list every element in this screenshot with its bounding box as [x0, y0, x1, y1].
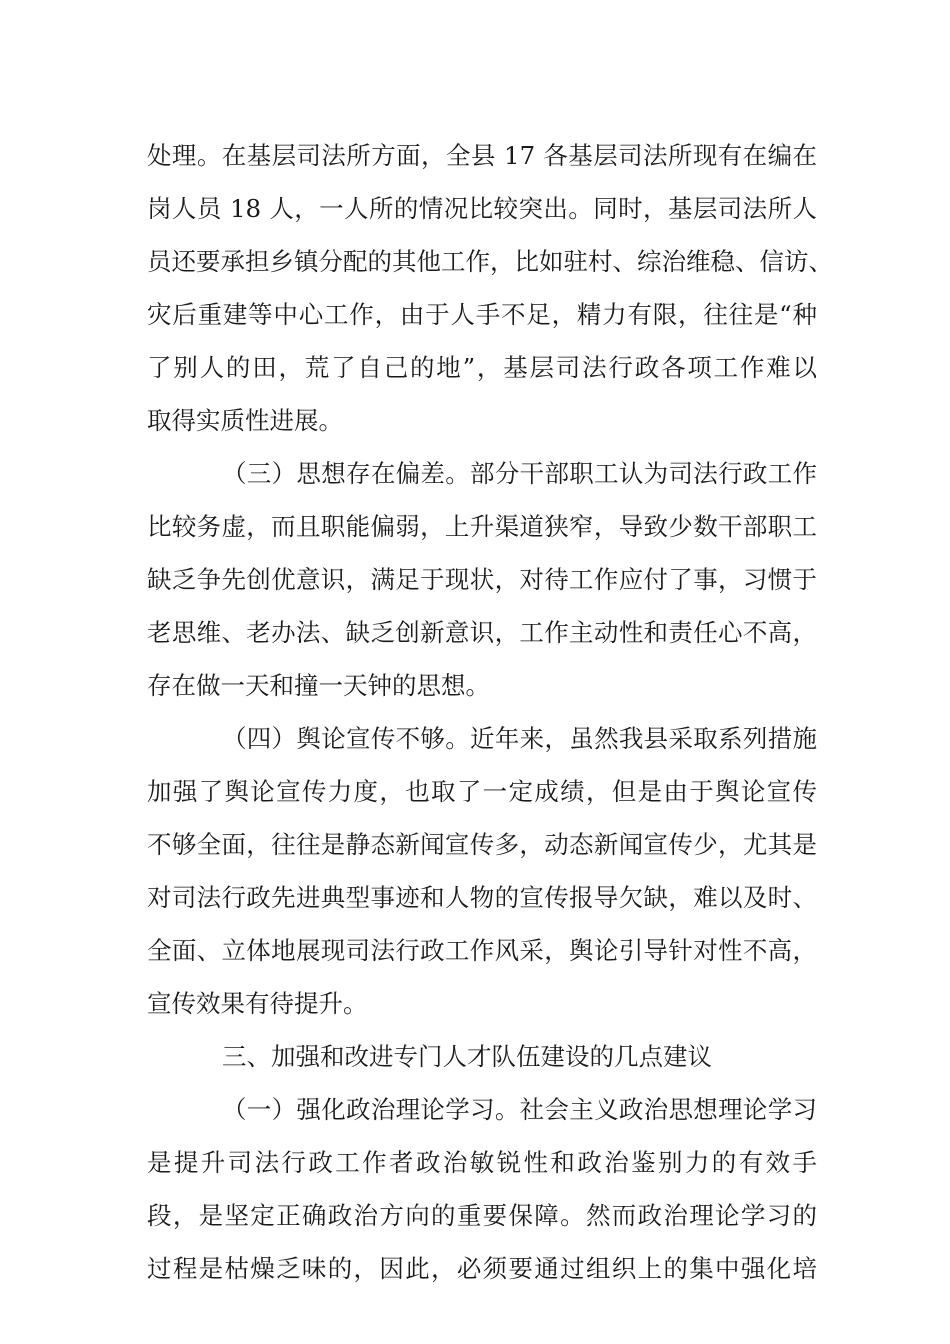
- text-line: 比较务虚，而且职能偏弱，上升渠道狭窄，导致少数干部职工: [147, 512, 817, 541]
- document-body: [147, 129, 833, 1295]
- text-line: 取得实质性进展。: [147, 406, 343, 435]
- text-line: 员还要承担乡镇分配的其他工作，比如驻村、综治维稳、信访、: [147, 247, 833, 276]
- text-line: 不够全面，往往是静态新闻宣传多，动态新闻宣传少，尤其是: [147, 830, 817, 859]
- text-line: 存在做一天和撞一天钟的思想。: [147, 671, 490, 700]
- text-line: 是提升司法行政工作者政治敏锐性和政治鉴别力的有效手: [147, 1148, 817, 1177]
- text-line: 处理。在基层司法所方面，全县 17 各基层司法所现有在编在: [147, 141, 817, 170]
- paragraph: [147, 712, 817, 1030]
- text-line: （一）强化政治理论学习。社会主义政治思想理论学习: [222, 1095, 817, 1124]
- text-line: 灾后重建等中心工作，由于人手不足，精力有限，往往是“种: [147, 300, 817, 329]
- text-line: 加强了舆论宣传力度，也取了一定成绩，但是由于舆论宣传: [147, 777, 817, 806]
- text-line: 宣传效果有待提升。: [147, 989, 368, 1018]
- text-line: 全面、立体地展现司法行政工作风采，舆论引导针对性不高，: [147, 936, 817, 965]
- text-line: 段，是坚定正确政治方向的重要保障。然而政治理论学习的: [147, 1201, 817, 1230]
- text-line: 对司法行政先进典型事迹和人物的宣传报导欠缺，难以及时、: [147, 883, 817, 912]
- text-line: 过程是枯燥乏味的，因此，必须要通过组织上的集中强化培: [147, 1254, 817, 1283]
- text-line: 了别人的田，荒了自己的地”，基层司法行政各项工作难以: [147, 353, 817, 382]
- text-line: （四）舆论宣传不够。近年来，虽然我县采取系列措施: [222, 724, 817, 753]
- paragraph: [147, 447, 817, 712]
- paragraph: [147, 129, 833, 447]
- text-line: 老思维、老办法、缺乏创新意识，工作主动性和责任心不高，: [147, 618, 817, 647]
- section-heading-text: 三、加强和改进专门人才队伍建设的几点建议: [222, 1042, 712, 1071]
- section-heading: [147, 1030, 817, 1083]
- text-line: （三）思想存在偏差。部分干部职工认为司法行政工作: [222, 459, 817, 488]
- text-line: 岗人员 18 人，一人所的情况比较突出。同时，基层司法所人: [147, 194, 817, 223]
- paragraph: [147, 1083, 817, 1295]
- text-line: 缺乏争先创优意识，满足于现状，对待工作应付了事，习惯于: [147, 565, 817, 594]
